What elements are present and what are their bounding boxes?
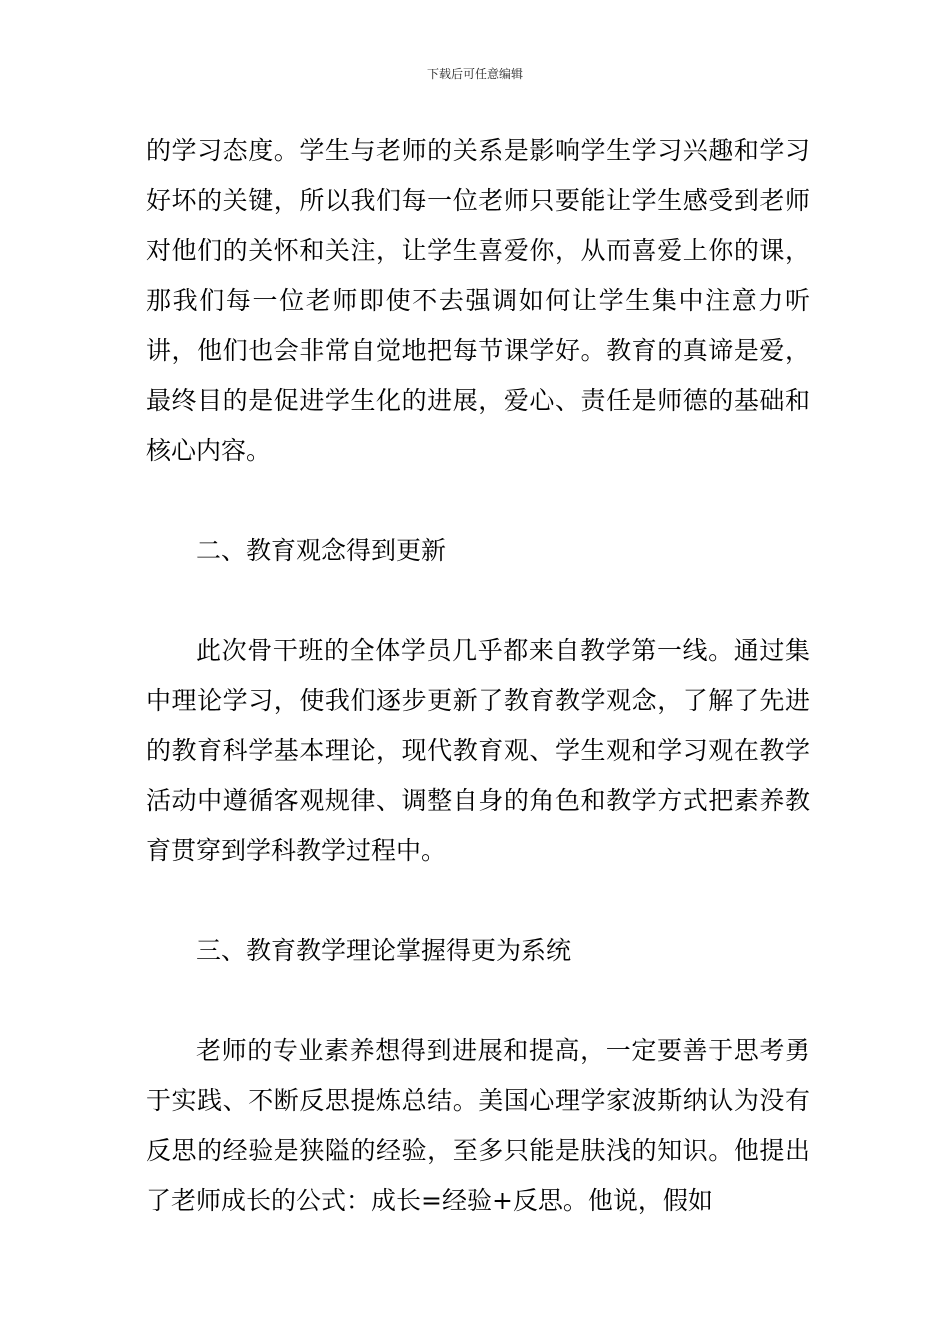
page-header: 下载后可任意编辑 (426, 67, 523, 81)
paragraph-1: 的学习态度。学生与老师的关系是影响学生学习兴趣和学习好坏的关键，所以我们每一位老师只要能让学生感受到老师对他们的关怀和关注，让学生喜爱你，从而喜爱上你的课，那我们每一位老师即使不去强调如何让学生集中注意力听讲，他们也会非常自觉地把每节课学好。教育的真谛是爱，最终目的是促进学生化的进展，爱心、责任是师德的基础和核心内容。 (146, 136, 810, 465)
paragraph-gap (146, 576, 810, 626)
section-heading-2: 二、教育观念得到更新 (196, 536, 447, 565)
document-body (146, 126, 810, 1226)
paragraph-gap (146, 476, 810, 526)
section-heading-3: 三、教育教学理论掌握得更为系统 (196, 936, 572, 965)
paragraph-gap (146, 876, 810, 926)
paragraph-3: 老师的专业素养想得到进展和提高，一定要善于思考勇于实践、不断反思提炼总结。美国心理学家波斯纳认为没有反思的经验是狭隘的经验，至多只能是肤浅的知识。他提出了老师成长的公式：成长=经验+反思。他说，假如 (146, 1036, 810, 1215)
paragraph-2: 此次骨干班的全体学员几乎都来自教学第一线。通过集中理论学习，使我们逐步更新了教育教学观念，了解了先进的教育科学基本理论，现代教育观、学生观和学习观在教学活动中遵循客观规律、调整自身的角色和教学方式把素养教育贯穿到学科教学过程中。 (146, 636, 810, 865)
paragraph-gap (146, 976, 810, 1026)
